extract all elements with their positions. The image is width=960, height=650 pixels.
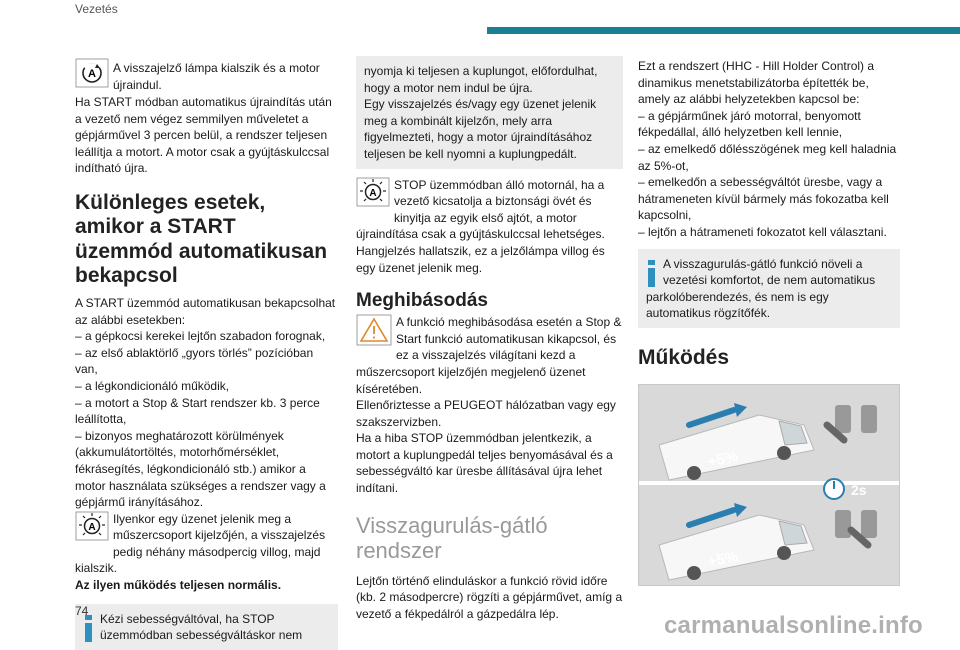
auto-start-flash-icon — [75, 511, 109, 546]
timer-icon — [824, 479, 844, 499]
paragraph: STOP üzemmódban álló motornál, ha a vezető kicsatolja a biztonsági övét és kinyitja az egyik első ajtót, a motor újraindítása csak a gyújtáskulccsal lehetséges. Hangjelzés hallatszik, ez a jelzőlámpa villog és egy üzenet jelenik meg. — [356, 177, 605, 275]
auto-start-warning-icon — [75, 58, 109, 93]
section-heading: Meghibásodás — [356, 290, 488, 312]
list-item: – a gépjárműnek járó motorral, benyomott fékpedállal, álló helyzetben kell lennie, — [638, 108, 861, 140]
paragraph: A funkció meghibásodása esetén a Stop & Start funkció automatikusan kikapcsol, és ez a visszajelzés világítani kezd a műszercsoport kijelzőjén megjelenő üzenet kíséretében. — [356, 315, 622, 396]
info-box-continued — [356, 56, 623, 169]
paragraph: Ezt a rendszert (HHC - Hill Holder Control) a dinamikus menetstabilizátorba építették be, amely az alábbi helyzetekben kapcsol be: — [638, 59, 875, 107]
section-heading: Különleges esetek, amikor a START üzemmód automatikusan bekapcsol — [75, 190, 328, 288]
list-item: – a légkondicionáló működik, — [75, 378, 230, 393]
list-item: – emelkedőn a sebességváltót üresbe, vagy a hátrameneten kívül bármely más fokozatba kell kapcsolni, — [638, 175, 889, 223]
column-2 — [356, 56, 623, 622]
paragraph: A visszajelző lámpa kialszik és a motor újraindul. — [113, 61, 320, 92]
column-3 — [638, 58, 900, 586]
section-header: Vezetés — [75, 2, 118, 16]
list-item: – a motort a Stop & Start rendszer kb. 3 perce leállította, — [75, 395, 320, 427]
list-item: – az emelkedő dőlésszögének meg kell haladnia az 5%-ot, — [638, 141, 897, 173]
info-text: Kézi sebességváltóval, ha STOP üzemmódban sebességváltáskor nem — [100, 611, 303, 643]
list-item: – az első ablaktörlő „gyors törlés” pozícióban van, — [75, 345, 314, 377]
info-box — [75, 604, 338, 650]
svg-text:A: A — [369, 187, 377, 199]
hill-holder-illustration — [638, 384, 900, 586]
svg-text:A: A — [88, 68, 96, 80]
list-item: – bizonyos meghatározott körülmények (akkumulátortöltés, motorhőmérséklet, fékrásegítés, légkondicionáló stb.) amikor a motor használata szükséges a rendszer vagy a gépjármű irányításához. — [75, 428, 326, 510]
paragraph: A START üzemmód automatikusan bekapcsolhat az alábbi esetekben: — [75, 295, 336, 327]
slope-label-top: +5% — [706, 448, 740, 472]
watermark: carmanualsonline.info — [664, 612, 923, 639]
warning-triangle-icon — [356, 314, 392, 351]
info-box — [638, 249, 900, 328]
paragraph: Ha a hiba STOP üzemmódban jelentkezik, a motort a kuplungpedál teljes benyomásával és a sebességváltó kar üresbe állításával újra lehet indítani. — [356, 431, 613, 496]
time-label: 2s — [851, 482, 867, 499]
svg-text:A: A — [88, 521, 96, 533]
paragraph: Lejtőn történő elinduláskor a funkció rövid időre (kb. 2 másodpercre) rögzíti a gépjárművet, amíg a vezető a fékpedálról a gázpedálra lép. — [356, 573, 623, 621]
column-1 — [75, 58, 338, 650]
paragraph: Ha START módban automatikus újraindítás után a vezető nem végez semmilyen műveletet a gépjárművel 3 percen belül, a rendszer teljesen leállítja a motort. A motor csak a gyújtáskulccsal indítható újra. — [75, 95, 332, 176]
info-text: A visszagurulás-gátló funkció növeli a vezetési komfortot, de nem automatikus parkolóberendezés, és nem is egy automatikus rögzítőfék. — [646, 256, 876, 321]
list-item: – a gépkocsi kerekei lejtőn szabadon forognak, — [75, 329, 326, 344]
page-number: 74 — [75, 604, 89, 618]
slope-label-bottom: +5% — [706, 548, 740, 572]
paragraph-bold: Az ilyen működés teljesen normális. — [75, 578, 282, 593]
info-icon — [648, 260, 655, 287]
paragraph: Ilyenkor egy üzenet jelenik meg a műszercsoport kijelzőjén, a visszajelzés pedig néhány másodpercig villog, majd kialszik. — [75, 511, 326, 576]
section-heading: Visszagurulás-gátló rendszer — [356, 512, 548, 563]
auto-start-flash-icon — [356, 177, 390, 212]
list-item: – lejtőn a hátrameneti fokozatot kell választani. — [638, 224, 887, 239]
info-icon — [85, 615, 92, 642]
section-heading: Működés — [638, 345, 730, 369]
header-accent-bar — [487, 27, 960, 34]
info-text: nyomja ki teljesen a kuplungot, előfordulhat, hogy a motor nem indul be újra. Egy visszajelzés és/vagy egy üzenet jelenik meg a kombinált kijelzőn, mely arra figyelmezteti, hogy a motor újraindításához teljesen be kell nyomni a kuplungpedált. — [364, 64, 598, 161]
paragraph: Ellenőriztesse a PEUGEOT hálózatban vagy egy szakszervizben. — [356, 398, 616, 429]
